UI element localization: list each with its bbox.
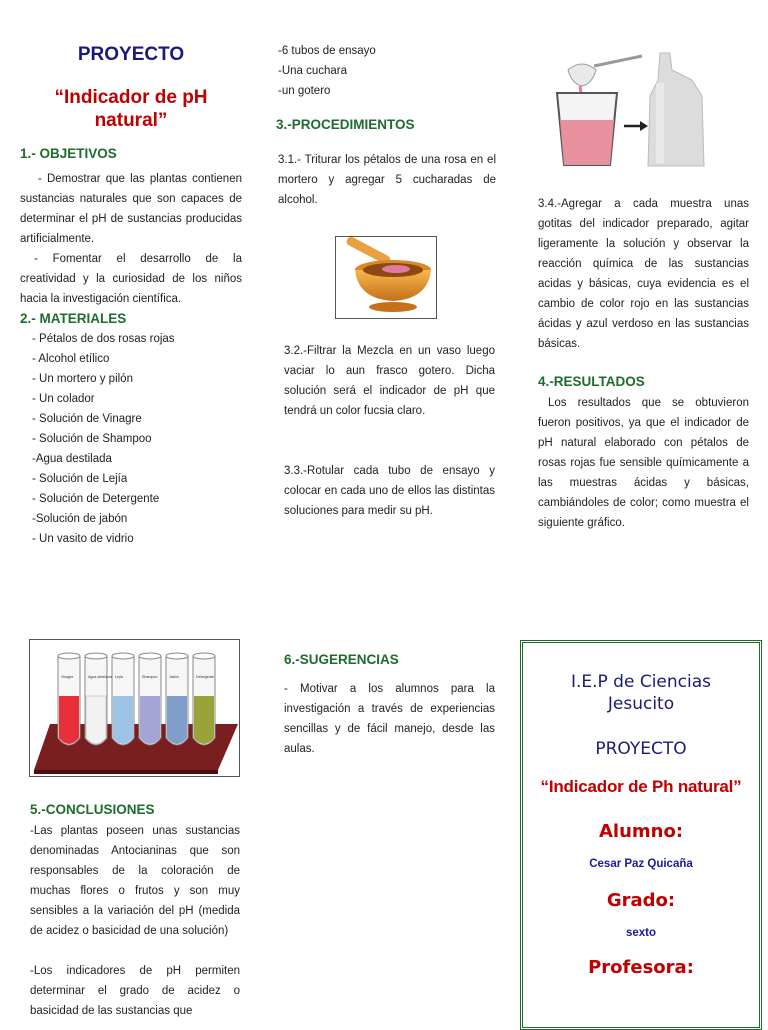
tube-label: Lejía [115,675,123,679]
list-item: - Un vasito de vidrio [32,533,134,545]
cover-title: “Indicador de Ph natural” [540,777,742,796]
list-item: - Solución de Shampoo [32,433,152,445]
paso-3-3: 3.3.-Rotular cada tubo de ensayo y colocar en cada uno de ellos las distintas soluciones para medir su pH. [284,465,495,517]
objetivos-paragraph-2: - Fomentar el desarrollo de la creatividad y la curiosidad de los niños hacia la investigación científica. [20,253,242,305]
heading-proyecto: PROYECTO [77,44,185,65]
cover-card [520,640,762,1030]
heading-procedimientos: 3.-PROCEDIMIENTOS [276,117,415,132]
list-item: - Un colador [32,393,95,405]
list-item: - Un mortero y pilón [32,373,133,385]
school-name: I.E.P de Ciencias Jesucito [570,672,712,714]
list-item: -Solución de jabón [32,513,128,525]
column-right [538,194,749,533]
profesora-label: Profesora: [588,957,694,978]
heading-conclusiones: 5.-CONCLUSIONES [30,802,155,817]
list-item: -un gotero [278,85,331,97]
materiales-list [20,329,242,549]
list-item: - Solución de Vinagre [32,413,142,425]
column-bottom-left [30,802,240,1021]
test-tube [193,653,215,745]
objetivos-paragraph-1: - Demostrar que las plantas contienen sustancias naturales que son capaces de determinar el pH de sustancias producidas artificialmente. [20,173,242,245]
alumno-name: Cesar Paz Quicaña [589,858,693,870]
list-item: - Solución de Lejía [32,473,128,485]
conclusion-paragraph-1: -Las plantas poseen unas sustancias denominadas Antocianinas que son responsables de la coloración de muchas flores o frutos y son muy sensibles a la variación del pH (medida de acidez o basicidad de una solución) [30,825,240,937]
conclusion-paragraph-2: -Los indicadores de pH permiten determinar el grado de acidez o basicidad de las sustancias que [30,965,240,1017]
test-tube [58,653,80,745]
list-item: - Solución de Detergente [32,493,160,505]
test-tube [166,653,188,745]
test-tube [112,653,134,745]
list-item: -Agua destilada [32,453,112,465]
mortar-image [335,236,437,319]
heading-sugerencias: 6.-SUGERENCIAS [284,652,399,667]
test-tubes-image [29,639,240,777]
tube-label: Vinagre [61,675,74,679]
cover-proyecto: PROYECTO [595,739,687,759]
list-item: - Pétalos de dos rosas rojas [32,333,175,345]
tube-label: Agua destilada [88,675,112,679]
tube-label: Shampoo [142,675,158,679]
glass-bottle-image [552,48,710,172]
column-left [20,40,242,549]
test-tube [139,653,161,745]
grado-label: Grado: [606,890,676,911]
list-item: -Una cuchara [278,65,348,77]
heading-resultados: 4.-RESULTADOS [538,374,645,389]
alumno-label: Alumno: [598,821,684,842]
list-item: - Alcohol etílico [32,353,110,365]
list-item: -6 tubos de ensayo [278,45,376,57]
heading-objetivos: 1.- OBJETIVOS [20,146,117,161]
title-indicador: “Indicador de pH natural” [54,87,208,131]
paso-3-1: 3.1.- Triturar los pétalos de una rosa en el mortero y agregar 5 cucharadas de alcohol. [278,154,496,206]
tube-label: Jabón [169,675,179,679]
column-middle [276,41,496,210]
materiales-continued-list [276,41,496,101]
heading-materiales: 2.- MATERIALES [20,311,127,326]
paso-3-2: 3.2.-Filtrar la Mezcla en un vaso luego vaciar lo aun frasco gotero. Dicha solución será el indicador de pH que tendrá un color fucsia claro. [284,345,495,417]
resultados-paragraph: Los resultados que se obtuvieron fueron positivos, ya que el indicador de pH natural elaborado con pétalos de rosas rojas fue sensible químicamente a las muestras ácidas y básicas, cambiándoles de color; como muestra el siguiente gráfico. [538,397,749,529]
paso-3-4: 3.4.-Agregar a cada muestra unas gotitas del indicador preparado, agitar ligeramente la solución y observar la reacción química de las sustancias acidas y básicas, cuya evidencia es el cambio de color rojo en las sustancias ácidas y azul verdoso en las sustancias básicas. [538,198,749,350]
sugerencias-paragraph: - Motivar a los alumnos para la investigación a través de experiencias sencillas y de fácil manejo, desde las aulas. [284,683,495,755]
tube-label: Detergente [196,675,214,679]
column-bottom-middle [284,652,495,759]
grado-value: sexto [625,927,657,939]
column-middle-lower [284,341,495,521]
